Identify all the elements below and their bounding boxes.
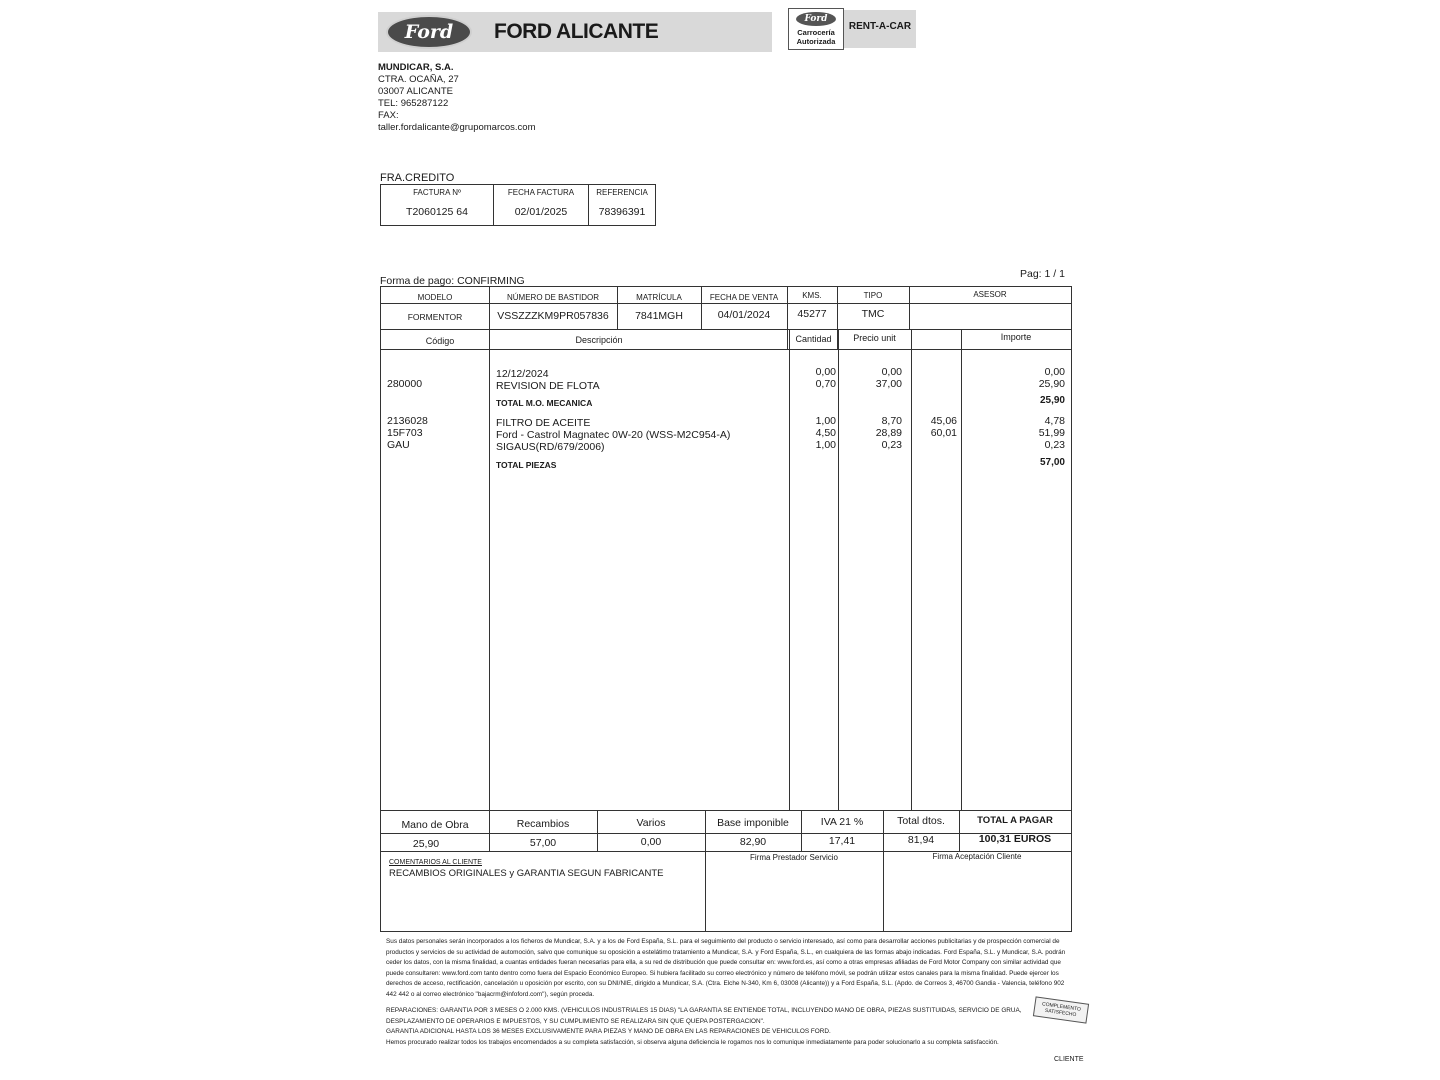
invoice-number-cell	[381, 185, 494, 226]
divider	[381, 303, 1071, 304]
line-unit-price: 8,70	[881, 415, 902, 427]
company-email: taller.fordalicante@grupomarcos.com	[378, 122, 536, 133]
privacy-line: ceder los datos, con la misma finalidad, a cuantas entidades fueran necesarias para ella, a su red de distribución que puede consultar en: www.ford.es, así como a otras empresas afiliadas de Ford Motor Company con similar actividad que	[386, 959, 1061, 966]
total-pay: 100,31 EUROS	[978, 833, 1052, 845]
payment-label: Forma de pago:	[380, 275, 455, 287]
vehicle-plate-label: MATRÍCULA	[636, 293, 682, 302]
vehicle-kms-label: KMS.	[802, 291, 822, 300]
total-vat-label: IVA 21 %	[820, 816, 864, 828]
line-discount: 45,06	[930, 415, 957, 427]
line-amount: 25,90	[1039, 395, 1065, 406]
line-description: SIGAUS(RD/679/2006)	[496, 441, 605, 453]
vehicle-model: FORMENTOR	[407, 312, 463, 322]
privacy-notice	[386, 937, 1072, 1000]
column-description: Descripción	[575, 335, 623, 345]
line-amount: 51,99	[1038, 427, 1065, 439]
copy-label: CLIENTE	[1054, 1056, 1084, 1063]
invoice-number-label: FACTURA Nº	[413, 188, 461, 197]
line-quantity: 0,00	[815, 366, 836, 378]
column-code: Código	[425, 336, 455, 346]
rent-a-car-label: RENT-A-CAR	[848, 21, 912, 32]
vehicle-vin-label: NÚMERO DE BASTIDOR	[506, 293, 599, 302]
column-amount: Importe	[1000, 332, 1032, 342]
line-quantity: 0,70	[815, 378, 836, 390]
line-description: TOTAL PIEZAS	[496, 460, 557, 470]
company-address: CTRA. OCAÑA, 27	[378, 74, 459, 85]
total-labor: 25,90	[412, 838, 440, 850]
carroceria-label-2: Autorizada	[796, 37, 836, 46]
company-fax: FAX:	[378, 110, 399, 121]
page-indicator: Pag: 1 / 1	[1020, 268, 1065, 280]
repairs-line: Hemos procurado realizar todos los trabajos encomendados a su completa satisfacción, si observa alguna deficiencia le rogamos nos lo comunique inmediatamente para poder solucionarlo a su completa satisfacción.	[386, 1038, 999, 1046]
vehicle-type-label: TIPO	[863, 291, 883, 300]
vehicle-type: TMC	[861, 308, 885, 320]
total-base-label: Base imponible	[717, 817, 789, 829]
line-quantity: 4,50	[815, 427, 836, 439]
repairs-line: GARANTIA ADICIONAL HASTA LOS 36 MESES EXCLUSIVAMENTE PARA PIEZAS Y MANO DE OBRA EN LAS REPARACIONES DE VEHICULOS FORD.	[386, 1028, 831, 1035]
invoice-date: 02/01/2025	[514, 206, 568, 218]
provider-signature-label: Firma Prestador Servicio	[749, 853, 839, 862]
invoice-body	[380, 286, 1072, 932]
line-amount: 0,23	[1044, 439, 1065, 451]
total-parts: 57,00	[529, 837, 557, 849]
privacy-line: productos y servicios de su actividad de automoción, salvo que comunique su oposición a estelátimo tratamiento a Mundicar, S.A. y Ford España, S.L., en cualquiera de las formas abajo indicadas. Ford España, S.L. y Mundicar, S.A. podrán	[386, 948, 1066, 956]
line-code: 15F703	[387, 427, 423, 439]
line-amount: 57,00	[1039, 457, 1065, 468]
satisfaction-stamp: COMPLEMENTO SATISFECHO	[1033, 996, 1089, 1023]
line-code: 280000	[387, 378, 423, 390]
invoice-date-cell	[494, 185, 589, 226]
client-signature-label: Firma Aceptación Cliente	[932, 852, 1022, 861]
ford-logo	[386, 15, 472, 49]
invoice-date-label: FECHA FACTURA	[507, 188, 575, 197]
total-misc: 0,00	[640, 836, 662, 848]
total-misc-label: Varios	[636, 817, 666, 829]
line-unit-price: 28,89	[875, 427, 902, 439]
total-pay-label: TOTAL A PAGAR	[977, 815, 1053, 826]
line-code: 2136028	[387, 415, 428, 427]
privacy-line: Sus datos personales serán incorporados a los ficheros de Mundicar, S.A. y a los de Ford España, S.L. para el seguimiento del producto o servicio interesado, así como para desarrollar acciones publicitarias y de prospección comercial de	[386, 938, 1060, 945]
line-unit-price: 37,00	[875, 378, 902, 390]
line-description: 12/12/2024	[496, 368, 549, 380]
invoice-number: T2060125 64	[406, 206, 468, 218]
vehicle-sale-date: 04/01/2024	[717, 309, 771, 321]
vehicle-sale-date-label: FECHA DE VENTA	[709, 293, 779, 302]
total-parts-label: Recambios	[516, 818, 570, 830]
vehicle-kms: 45277	[797, 308, 827, 320]
total-discounts-label: Total dtos.	[897, 815, 945, 827]
privacy-line: derechos de acceso, rectificación, cancelación u oposición por escrito, con su DNI/NIE, dirigido a Mundicar, S.A. (Ctra. Elche N-340, Km 6, 03008 (Alicante)) y a Ford España, S.L. (Apdo. de Correos 3, 46700 Gandia - Valencia, teléfono 902	[386, 980, 1065, 987]
line-amount: 25,90	[1038, 378, 1065, 390]
total-vat: 17,41	[828, 835, 856, 847]
divider	[381, 810, 1071, 811]
column-quantity: Cantidad	[795, 334, 832, 344]
divider	[838, 329, 839, 810]
line-unit-price: 0,23	[881, 439, 902, 451]
privacy-line: 442 442 o al correo electrónico "bajacrm@infoford.com"), según proceda.	[386, 990, 595, 998]
privacy-line: puede consultaren: www.ford.com tanto dentro como fuera del Espacio Económico Europeo. Si hubiera facilitado su correo electrónico y número de teléfono móvil, se podrán utilizar estos canales para la misma finalidad. Puede ejercer los	[386, 969, 1059, 977]
line-discount: 60,01	[930, 427, 957, 439]
invoice-type: FRA.CREDITO	[380, 172, 455, 184]
payment-value: CONFIRMING	[457, 275, 525, 287]
invoice-reference-label: REFERENCIA	[596, 188, 648, 197]
carroceria-logo: Ford	[796, 12, 836, 26]
column-unit-price: Precio unit	[853, 333, 896, 343]
line-code: GAU	[387, 439, 410, 451]
company-info	[378, 62, 536, 134]
repairs-warranty	[386, 1006, 1026, 1048]
divider	[883, 851, 884, 931]
vehicle-model-label: MODELO	[417, 293, 453, 302]
line-description: TOTAL M.O. MECANICA	[496, 398, 593, 408]
carroceria-badge	[788, 8, 844, 50]
invoice-info-table	[380, 184, 656, 226]
divider	[911, 329, 912, 810]
comments-label: COMENTARIOS AL CLIENTE	[389, 859, 482, 866]
line-quantity: 1,00	[815, 439, 836, 451]
rent-a-car-badge	[844, 10, 916, 48]
comments-text: RECAMBIOS ORIGINALES y GARANTIA SEGUN FABRICANTE	[389, 868, 664, 879]
total-labor-label: Mano de Obra	[401, 819, 469, 831]
repairs-line: DESPLAZAMIENTO DE OPERARIOS E IMPUESTOS, Y SU CUMPLIMIENTO SE REALIZARA SIN QUE QUEPA POSTERGACION".	[386, 1017, 765, 1025]
vehicle-plate: 7841MGH	[635, 310, 683, 322]
divider	[705, 851, 706, 931]
line-amount: 4,78	[1044, 415, 1065, 427]
line-description: FILTRO DE ACEITE	[496, 417, 591, 429]
total-discounts: 81,94	[907, 834, 935, 846]
dealer-name: FORD ALICANTE	[494, 20, 659, 43]
divider	[381, 329, 1071, 330]
company-tel: TEL: 965287122	[378, 98, 449, 109]
company-name: MUNDICAR, S.A.	[378, 62, 454, 73]
invoice-reference-cell	[589, 185, 656, 226]
carroceria-label-1: Carrocería	[797, 28, 835, 37]
company-city: 03007 ALICANTE	[378, 86, 453, 97]
line-description: Ford - Castrol Magnatec 0W-20 (WSS-M2C954-A)	[496, 429, 731, 441]
total-base: 82,90	[739, 836, 767, 848]
line-quantity: 1,00	[815, 415, 836, 427]
line-description: REVISION DE FLOTA	[496, 380, 600, 392]
divider	[789, 329, 790, 810]
divider	[381, 349, 1071, 350]
line-amount: 0,00	[1044, 366, 1065, 378]
invoice-reference: 78396391	[598, 206, 646, 218]
ford-logo-text: Ford	[404, 21, 454, 43]
divider	[489, 329, 490, 810]
repairs-line: REPARACIONES: GARANTIA POR 3 MESES O 2.000 KMS. (VEHICULOS INDUSTRIALES 15 DIAS) "LA GARANTIA SE ENTIENDE TOTAL, INCLUYENDO MANO DE OBRA, PIEZAS SUSTITUIDAS, SERVICIO DE GRUA,	[386, 1007, 1022, 1014]
vehicle-advisor-label: ASESOR	[973, 290, 1007, 299]
vehicle-vin: VSSZZZKM9PR057836	[497, 310, 609, 322]
line-unit-price: 0,00	[881, 366, 902, 378]
